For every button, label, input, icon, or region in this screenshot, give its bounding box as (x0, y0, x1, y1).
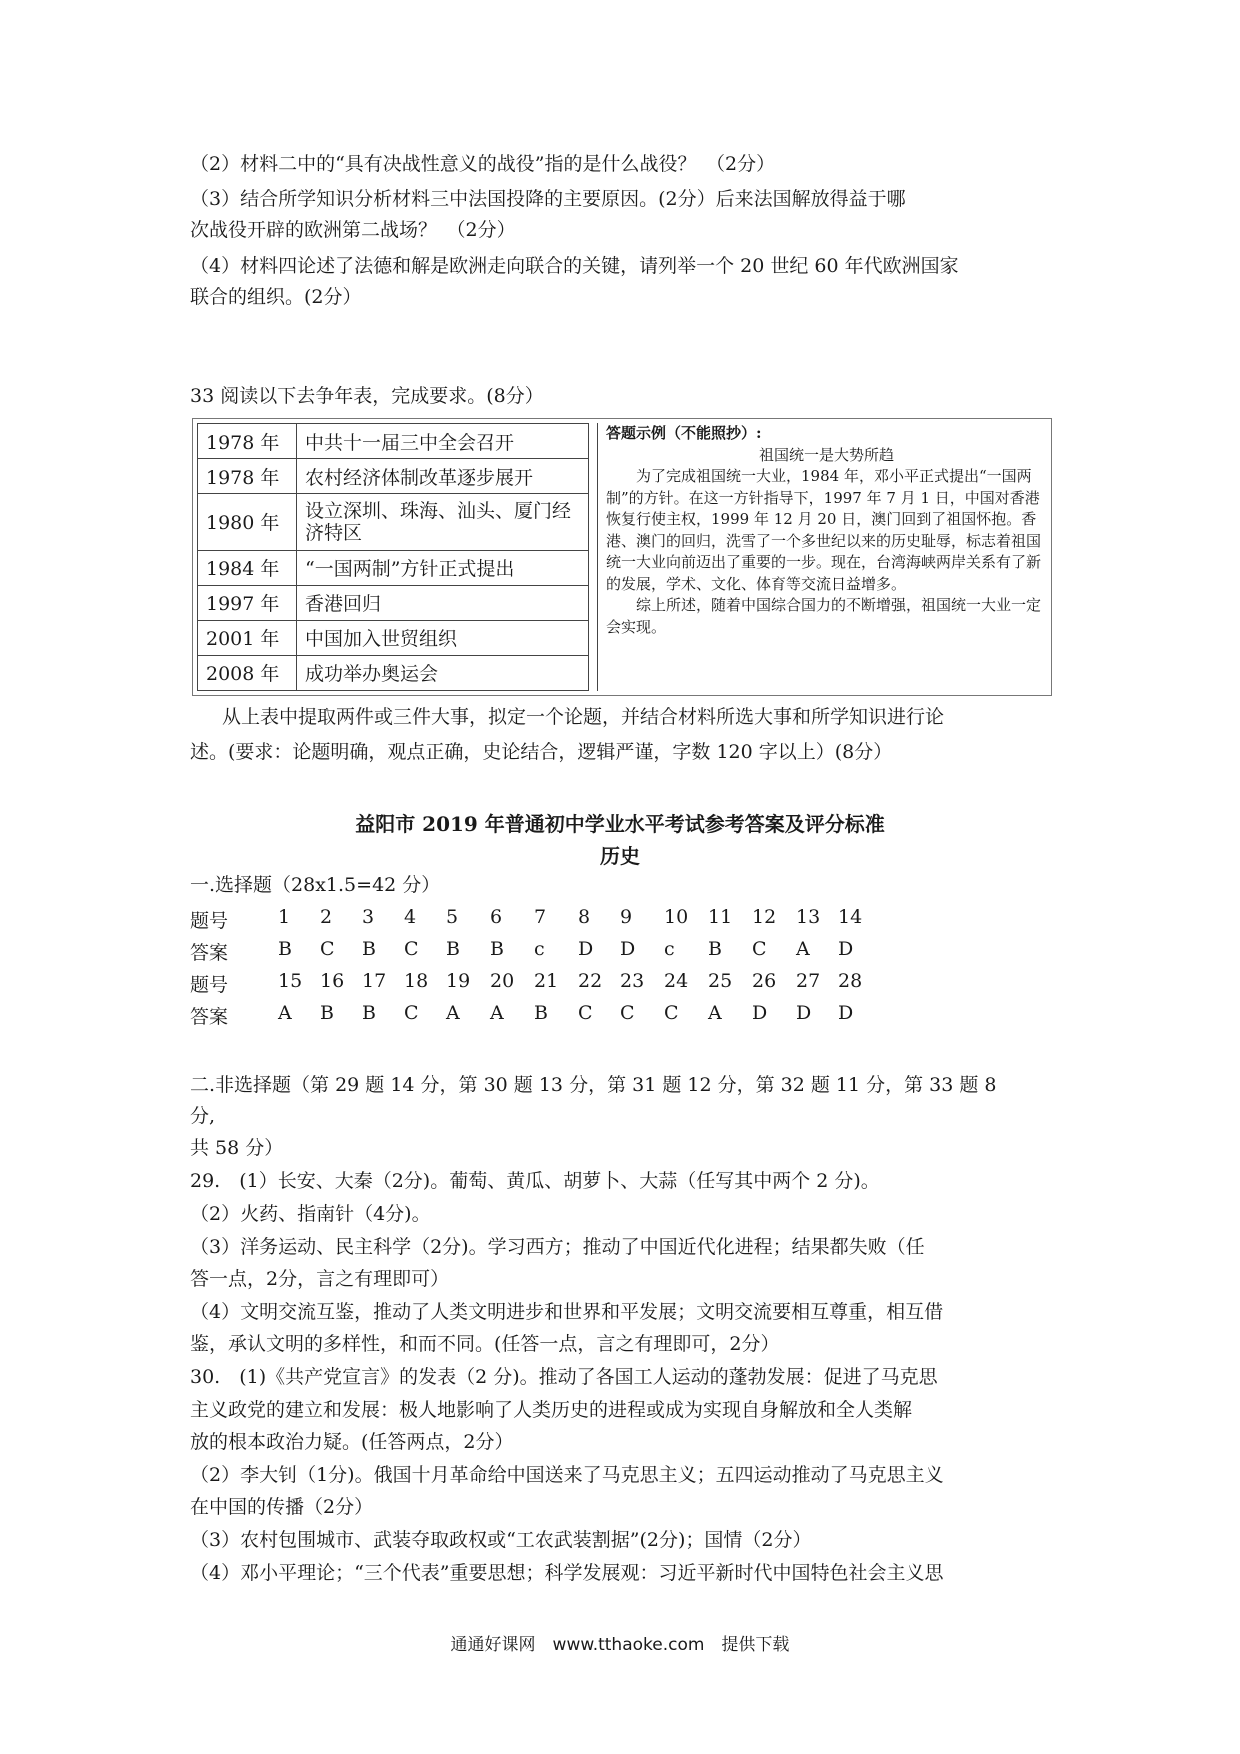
mc-question-number: 9 (620, 906, 633, 928)
event-cell: 成功举办奥运会 (297, 655, 589, 690)
mc-heading: 一.选择题（28x1.5=42 分） (190, 874, 441, 896)
year-cell: 1978 年 (198, 424, 297, 459)
mc-answer-cell: B (362, 938, 376, 960)
mc-answer-cell: C (664, 1002, 679, 1024)
answer-subject: 历史 (600, 844, 640, 868)
event-cell: “一国两制”方针正式提出 (297, 550, 589, 585)
q33-intro: 33 阅读以下去争年表，完成要求。(8分） (190, 385, 544, 407)
sample-paragraph: 综上所述，随着中国综合国力的不断增强，祖国统一大业一定会实现。 (606, 596, 1042, 636)
answer-title: 益阳市 2019 年普通初中学业水平考试参考答案及评分标准 (355, 812, 885, 836)
mc-row-label: 答案 (190, 1006, 229, 1028)
footer: 通通好课网 www.tthaoke.com 提供下载 (450, 1635, 790, 1655)
answer-line: 答一点，2分，言之有理即可） (190, 1268, 450, 1290)
mc-answer-cell: D (838, 938, 854, 960)
table-row (198, 585, 589, 620)
mc-answer-cell: D (620, 938, 636, 960)
answer-line: （2）火药、指南针（4分)。 (190, 1203, 431, 1225)
year-cell: 1997 年 (198, 585, 297, 620)
mc-question-number: 22 (578, 970, 603, 992)
mc-question-number: 27 (796, 970, 821, 992)
mc-question-number: 16 (320, 970, 345, 992)
event-cell: 农村经济体制改革逐步展开 (297, 459, 589, 494)
mc-question-number: 26 (752, 970, 777, 992)
answer-line: 鉴，承认文明的多样性，和而不同。(任答一点，言之有理即可，2分） (190, 1333, 780, 1355)
table-row (198, 550, 589, 585)
mc-answer-cell: C (578, 1002, 593, 1024)
mc-answer-cell: C (320, 938, 335, 960)
answer-line: （3）洋务运动、民主科学（2分)。学习西方；推动了中国近代化进程；结果都失败（任 (190, 1236, 925, 1258)
mc-question-number: 28 (838, 970, 863, 992)
mc-answer-cell: A (490, 1002, 504, 1024)
mc-question-number: 1 (278, 906, 291, 928)
mc-question-number: 23 (620, 970, 645, 992)
mc-answer-cell: A (708, 1002, 722, 1024)
mc-answer-cell: B (708, 938, 722, 960)
mc-answer-cell: B (490, 938, 504, 960)
mc-row-label: 题号 (190, 974, 229, 996)
mc-question-number: 4 (404, 906, 417, 928)
question-line: 联合的组织。(2分） (190, 286, 362, 308)
mc-question-number: 18 (404, 970, 429, 992)
mc-answer-cell: A (796, 938, 810, 960)
mc-question-number: 7 (534, 906, 547, 928)
nonmc-heading: 二.非选择题（第 29 题 14 分，第 30 题 13 分，第 31 题 12 分，第 32 题 11 分，第 33 题 8 (190, 1074, 997, 1096)
mc-question-number: 10 (664, 906, 689, 928)
mc-question-number: 17 (362, 970, 387, 992)
year-cell: 1980 年 (198, 494, 297, 550)
event-cell: 设立深圳、珠海、汕头、厦门经济特区 (297, 494, 589, 550)
answer-line: 放的根本政治力疑。(任答两点，2分） (190, 1431, 514, 1453)
q33-requirement: 从上表中提取两件或三件大事，拟定一个论题，并结合材料所选大事和所学知识进行论 (222, 706, 945, 728)
year-cell: 2001 年 (198, 620, 297, 655)
table-row (198, 620, 589, 655)
mc-question-number: 3 (362, 906, 375, 928)
event-cell: 香港回归 (297, 585, 589, 620)
mc-answer-row (190, 1002, 890, 1026)
mc-question-number: 8 (578, 906, 591, 928)
mc-question-number: 13 (796, 906, 821, 928)
table-row (198, 655, 589, 690)
mc-answer-cell: C (620, 1002, 635, 1024)
mc-answer-row (190, 938, 890, 962)
mc-answer-cell: B (446, 938, 460, 960)
year-cell: 1978 年 (198, 459, 297, 494)
mc-answer-cell: D (796, 1002, 812, 1024)
mc-answer-cell: D (838, 1002, 854, 1024)
mc-answer-cell: A (278, 1002, 292, 1024)
answer-line: 30. (1)《共产党宣言》的发表（2 分)。推动了各国工人运动的蓬勃发展：促进了马克思 (190, 1366, 938, 1388)
mc-answer-cell: A (446, 1002, 460, 1024)
question-line: （2）材料二中的“具有决战性意义的战役”指的是什么战役？ （2分） (190, 153, 776, 175)
question-line: 次战役开辟的欧洲第二战场？ （2分） (190, 219, 516, 241)
answer-line: 主义政党的建立和发展：极人地影响了人类历史的进程或成为实现自身解放和全人类解 (190, 1399, 913, 1421)
event-cell: 中国加入世贸组织 (297, 620, 589, 655)
nonmc-heading: 共 58 分） (190, 1137, 284, 1159)
mc-number-row (190, 970, 890, 994)
answer-line: （3）农村包围城市、武装夺取政权或“工农武装割据”(2分)；国情（2分） (190, 1529, 812, 1551)
question-line: （3）结合所学知识分析材料三中法国投降的主要原因。(2分）后来法国解放得益于哪 (190, 188, 906, 210)
mc-answer-cell: C (404, 938, 419, 960)
mc-answer-cell: B (362, 1002, 376, 1024)
mc-question-number: 12 (752, 906, 777, 928)
mc-answer-cell: C (752, 938, 767, 960)
year-cell: 2008 年 (198, 655, 297, 690)
mc-question-number: 19 (446, 970, 471, 992)
mc-question-number: 25 (708, 970, 733, 992)
table-row (198, 494, 589, 550)
answer-line: （4）文明交流互鉴，推动了人类文明进步和世界和平发展；文明交流要相互尊重，相互借 (190, 1301, 944, 1323)
year-cell: 1984 年 (198, 550, 297, 585)
event-table (197, 423, 589, 691)
mc-number-row (190, 906, 890, 930)
event-cell: 中共十一届三中全会召开 (297, 424, 589, 459)
mc-row-label: 答案 (190, 942, 229, 964)
sample-paragraph: 为了完成祖国统一大业，1984 年，邓小平正式提出“一国两制”的方针。在这一方针指导下，1997 年 7 月 1 日，中国对香港恢复行使主权，1999 年 12 月 20 日，澳门回到了祖国怀抱。香港、澳门的回归，洗雪了一个多世纪以来的历史耻辱，标志着祖国统一大业向前迈出了重要的一步。现在，台湾海峡两岸关系有了新的发展，学术、文化、体育等交流日益增多。 (606, 467, 1042, 593)
sample-subtitle: 祖国统一是大势所趋 (758, 445, 894, 464)
table-row (198, 424, 589, 459)
answer-line: （4）邓小平理论；“三个代表”重要思想；科学发展观：习近平新时代中国特色社会主义思 (190, 1562, 944, 1584)
sample-answer (597, 423, 1047, 691)
mc-row-label: 题号 (190, 910, 229, 932)
mc-answer-cell: c (534, 938, 545, 960)
answer-line: 29. (1）长安、大秦（2分)。葡萄、黄瓜、胡萝卜、大蒜（任写其中两个 2 分)。 (190, 1170, 880, 1192)
sample-heading: 答题示例（不能照抄）: (606, 424, 762, 442)
mc-answer-cell: D (578, 938, 594, 960)
mc-question-number: 11 (708, 906, 733, 928)
answer-line: （2）李大钊（1分)。俄国十月革命给中国送来了马克思主义；五四运动推动了马克思主义 (190, 1464, 944, 1486)
mc-question-number: 21 (534, 970, 559, 992)
mc-question-number: 14 (838, 906, 863, 928)
mc-question-number: 24 (664, 970, 689, 992)
event-timeline-figure (192, 418, 1052, 696)
mc-answer-cell: B (320, 1002, 334, 1024)
mc-answer-cell: D (752, 1002, 768, 1024)
nonmc-heading: 分, (190, 1105, 216, 1127)
mc-answer-cell: c (664, 938, 675, 960)
mc-question-number: 5 (446, 906, 459, 928)
mc-answer-cell: C (404, 1002, 419, 1024)
mc-answer-cell: B (278, 938, 292, 960)
answer-line: 在中国的传播（2分） (190, 1496, 374, 1518)
mc-question-number: 15 (278, 970, 303, 992)
mc-question-number: 20 (490, 970, 515, 992)
q33-requirement: 述。(要求：论题明确，观点正确，史论结合，逻辑严谨，字数 120 字以上）(8分） (190, 741, 893, 763)
question-line: （4）材料四论述了法德和解是欧洲走向联合的关键，请列举一个 20 世纪 60 年代欧洲国家 (190, 255, 959, 277)
mc-answer-cell: B (534, 1002, 548, 1024)
mc-question-number: 2 (320, 906, 333, 928)
mc-question-number: 6 (490, 906, 503, 928)
table-row (198, 459, 589, 494)
